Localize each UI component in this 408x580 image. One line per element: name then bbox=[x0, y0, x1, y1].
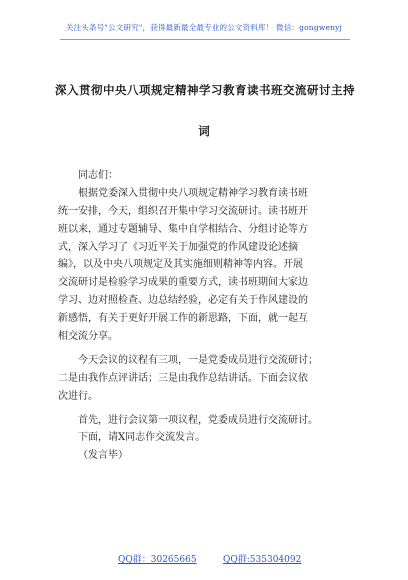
source-banner: 关注头条号"公文研究"，获得最新最全最专业的公文资料库！ 微信：gongwenyj bbox=[65, 23, 343, 32]
body-text-line: 二是由我作点评讲话；三是由我作总结讲话。下面会议依 bbox=[58, 372, 308, 384]
body-text-line: 相交流分享。 bbox=[58, 331, 118, 343]
body-text-line: 式，深入学习了《习近平关于加强党的作风建设论述摘 bbox=[58, 241, 298, 253]
body-text-line: 编》，以及中央八项规定及其实施细则精神等内容。开展 bbox=[58, 259, 303, 271]
document-title: 深入贯彻中央八项规定精神学习教育读书班交流研讨主持 bbox=[55, 83, 355, 97]
body-text-line: 今天会议的议程有三项，一是党委成员进行交流研讨； bbox=[78, 354, 318, 366]
document-body bbox=[58, 167, 354, 465]
body-text-line: 学习、边对照检查、边总结经验，必定有关于作风建设的 bbox=[58, 295, 308, 307]
body-text-line: 根据党委深入贯彻中央八项规定精神学习教育读书班 bbox=[78, 187, 308, 199]
body-text-line: 同志们： bbox=[78, 170, 118, 181]
header-rule bbox=[60, 39, 350, 40]
body-text-line: 下面，请X同志作交流发言。 bbox=[78, 432, 206, 444]
qq-group-link-1[interactable]: QQ群：30265665 bbox=[118, 555, 197, 565]
body-text-line: 新感悟，有关于更好开展工作的新思路，下面，就一起互 bbox=[58, 313, 308, 325]
qq-group-link-2[interactable]: QQ群:535304092 bbox=[223, 555, 302, 565]
body-text-line: 首先，进行会议第一项议程，党委成员进行交流研讨。 bbox=[78, 414, 318, 426]
body-text-line: 班以来，通过专题辅导、集中自学相结合、分组讨论等方 bbox=[58, 223, 308, 235]
body-text-line: 交流研讨是检验学习成果的重要方式，读书班期间大家边 bbox=[58, 277, 308, 289]
body-text-line: 统一安排，今天，组织召开集中学习交流研讨。读书班开 bbox=[58, 205, 308, 217]
body-text-line: （发言毕） bbox=[78, 450, 128, 462]
document-title-continued: 词 bbox=[198, 124, 210, 138]
body-text-line: 次进行。 bbox=[58, 390, 98, 402]
